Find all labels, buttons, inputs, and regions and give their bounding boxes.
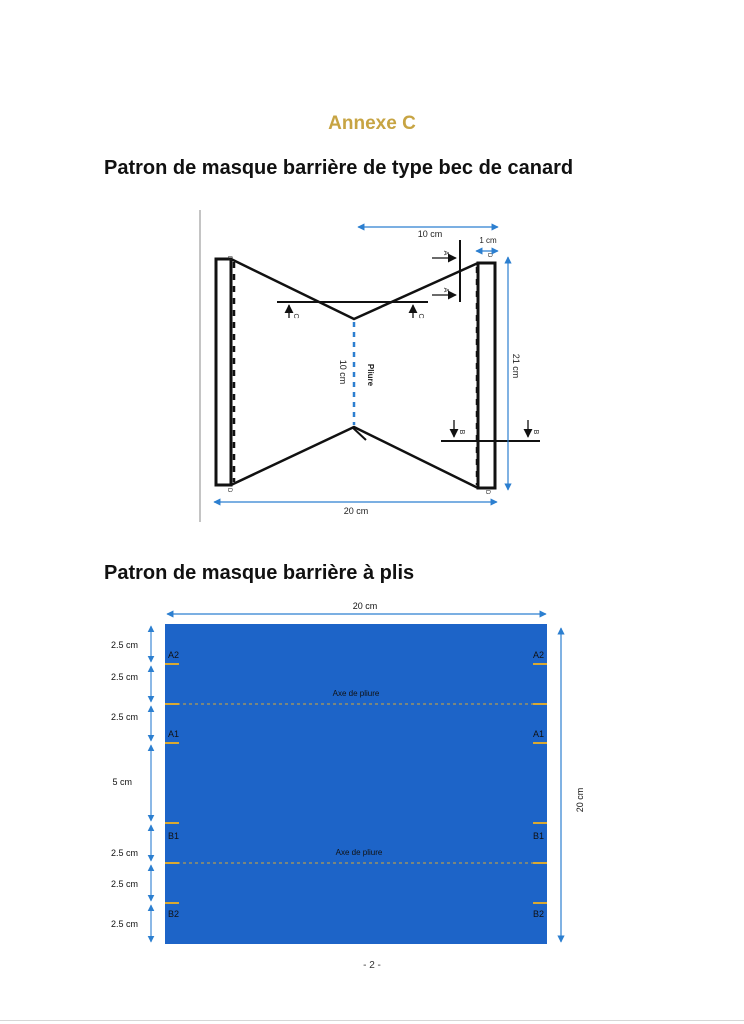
duckbill-pattern-title: Patron de masque barrière de type bec de canard (104, 157, 574, 179)
pleated-pattern-title: Patron de masque barrière à plis (104, 562, 415, 584)
mark-b1-right: B1 (532, 831, 544, 841)
top-dimension-label: 10 cm (417, 229, 443, 239)
left-panel-outline (216, 259, 231, 485)
mark-b2-left: B2 (168, 909, 180, 919)
mark-a1-right: A1 (532, 729, 544, 739)
height-dimension-label: 21 cm (511, 353, 521, 379)
bottom-edge-outline (231, 427, 478, 488)
mark-b2-right: B2 (532, 909, 544, 919)
seam-allowance-label: 1 cm (479, 236, 497, 245)
section-c-left-label: C (292, 313, 299, 319)
fold-axis-label-2: Axe de pliure (335, 848, 383, 857)
point-d-top-left: D (226, 256, 232, 261)
fold-axis-label-1: Axe de pliure (332, 689, 380, 698)
width-dimension-label: 20 cm (343, 506, 369, 516)
pleated-width-label: 20 cm (352, 601, 378, 611)
segment-dim-2: 2.5 cm (110, 672, 138, 682)
section-a-top-label: A (442, 250, 449, 256)
scan-edge-line (0, 1020, 744, 1021)
section-b-right-label: B (532, 429, 539, 435)
segment-dim-7: 2.5 cm (110, 919, 138, 929)
segment-dim-6: 2.5 cm (110, 879, 138, 889)
mark-b1-left: B1 (168, 831, 180, 841)
mark-a1-left: A1 (168, 729, 180, 739)
right-panel-outline (478, 263, 495, 488)
section-b-left-label: B (458, 429, 465, 435)
segment-dim-5: 2.5 cm (110, 848, 138, 858)
center-height-label: 10 cm (338, 359, 348, 385)
section-c-right-label: C (417, 313, 424, 319)
top-edge-outline (231, 259, 478, 319)
segment-dim-4: 5 cm (112, 777, 132, 787)
segment-dim-1: 2.5 cm (110, 640, 138, 650)
pleated-pattern-diagram (111, 601, 585, 944)
point-d-bottom-left: D (226, 488, 232, 493)
segment-dim-3: 2.5 cm (110, 712, 138, 722)
duckbill-pattern-diagram (200, 210, 540, 522)
page-number: - 2 - (363, 960, 381, 971)
pleated-height-label: 20 cm (575, 787, 585, 813)
fold-label: Pliure (366, 363, 375, 387)
section-a-bottom-label: A (442, 287, 449, 293)
point-d-bottom-right: D (484, 490, 490, 495)
pleated-fabric-rect (165, 624, 547, 944)
mark-a2-right: A2 (532, 650, 544, 660)
point-d-top-right: D (486, 253, 492, 258)
annex-title: Annexe C (328, 113, 416, 134)
mark-a2-left: A2 (168, 650, 180, 660)
